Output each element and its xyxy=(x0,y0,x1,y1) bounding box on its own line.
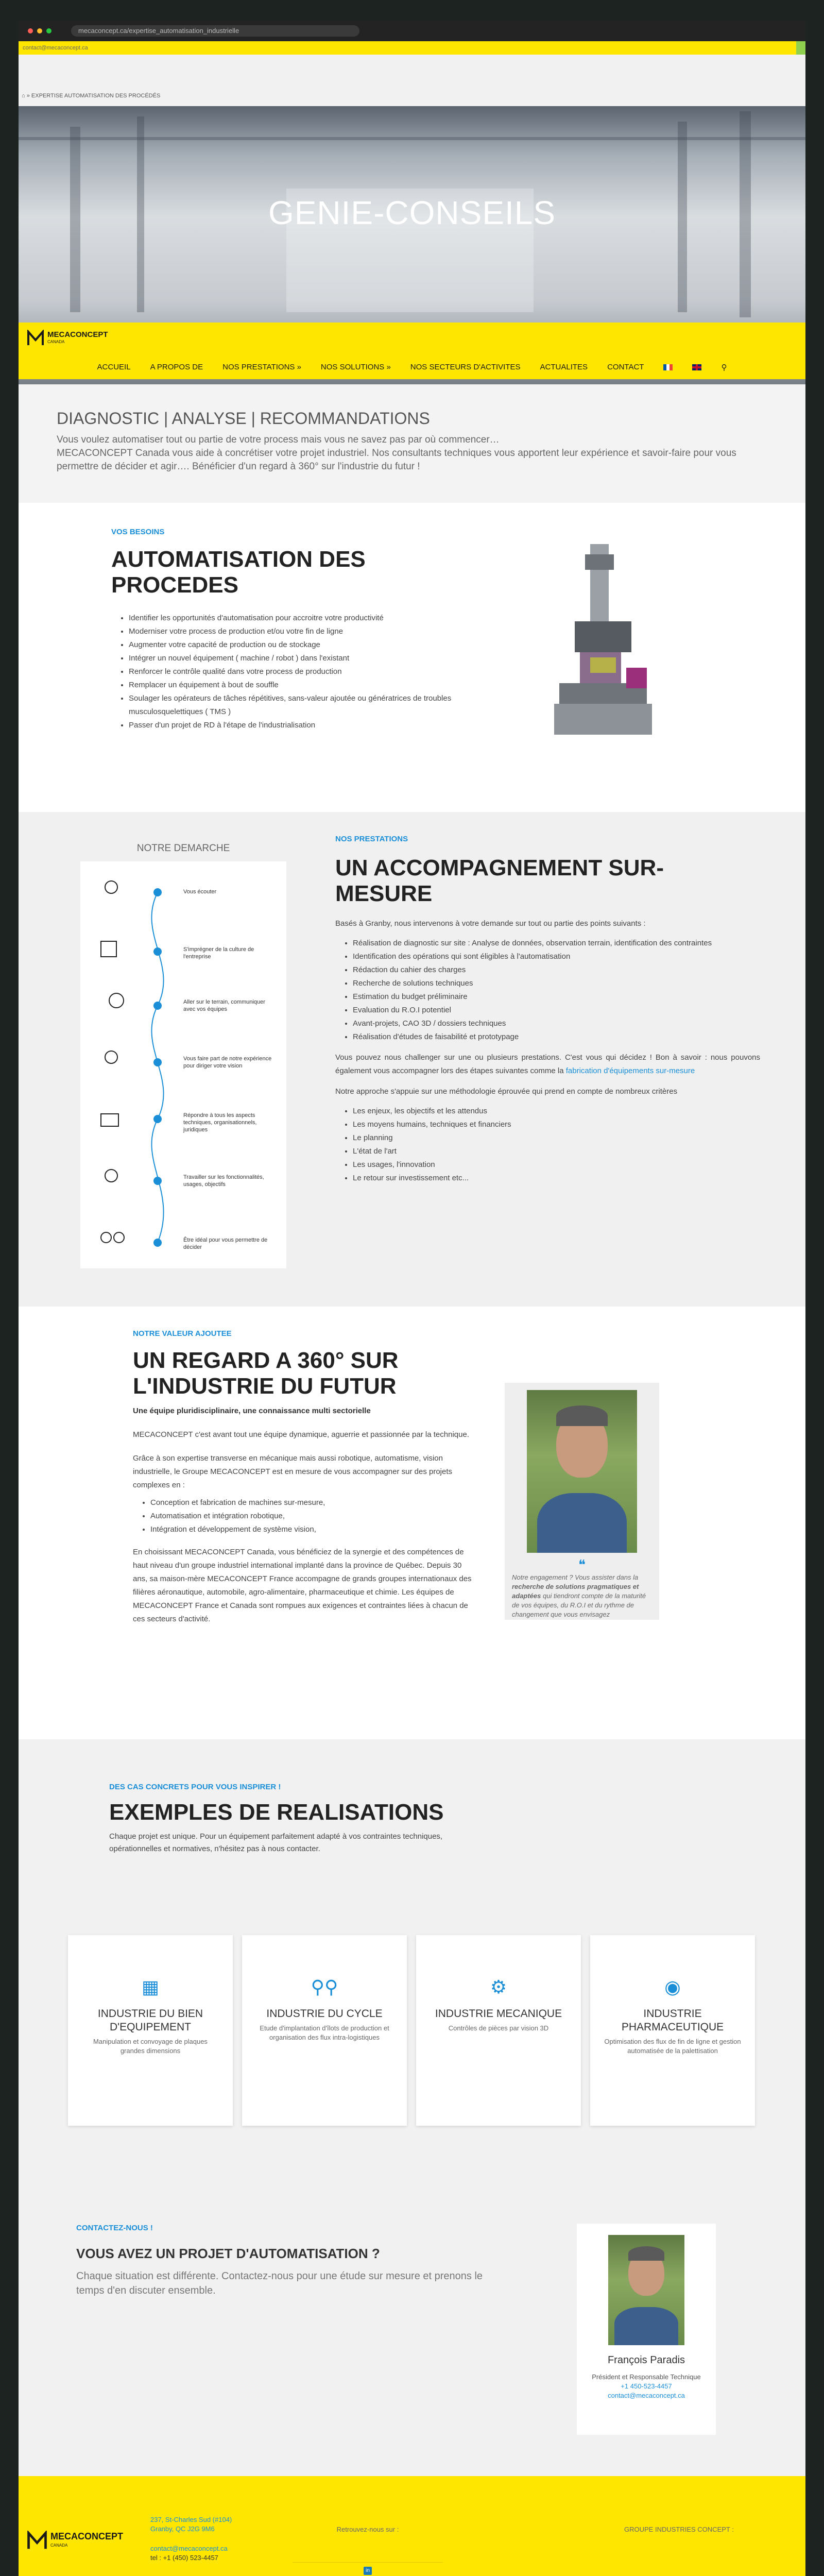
card-pharmaceutique[interactable] xyxy=(590,1935,755,2126)
contact-email-link[interactable]: contact@mecaconcept.ca xyxy=(608,2392,685,2399)
exemples-section xyxy=(19,1739,805,2167)
uk-flag-icon[interactable] xyxy=(692,364,701,370)
demarche-step: Répondre à tous les aspects techniques, organisationnels, juridiques xyxy=(183,1112,257,1133)
footer-address-line: 237, St-Charles Sud (#104) xyxy=(150,2516,232,2523)
acc-paragraph-2-text: Vous pouvez nous challenger sur une ou plusieurs prestations. C'est vous qui décidez ! Bon à savoir : nous pouvons également vous accompagner lors des étapes suivantes comme la xyxy=(335,1053,760,1075)
machine-illustration xyxy=(554,544,657,740)
contact-text: Chaque situation est différente. Contactez-nous pour une étude sur mesure et prenons le temps d'en discuter ensemble. xyxy=(76,2270,483,2296)
besoins-list xyxy=(129,612,461,732)
footer-phone: tel : +1 (450) 523-4457 xyxy=(150,2554,218,2562)
regard-paragraph-3: En choisissant MECACONCEPT Canada, vous bénéficiez de la synergie et des compétences de haut niveau d'un groupe industriel international implanté dans la province de Québec. Depuis 30 ans, sa maison-mère MECACONCEPT France accompagne de grands groupes internationaux des filières aéronautique, automobile, agro-alimentaire, pharmaceutique et chimie. Les équipes de MECACONCEPT France et Canada sont rompues aux exigences et contraintes liées à chacun de ces secteurs d'activité. xyxy=(133,1548,472,1623)
list-item: • Identifier les opportunités d'automatisation pour accroitre votre productivité xyxy=(129,612,461,625)
accompagnement-content xyxy=(335,833,760,1185)
equipment-icon: ▦ xyxy=(141,1976,159,1997)
list-item: • Evaluation du R.O.I potentiel xyxy=(353,1004,760,1017)
linkedin-icon[interactable]: in xyxy=(364,2567,372,2575)
acc-paragraph-2 xyxy=(335,1051,760,1078)
gear-icon: ⚙ xyxy=(490,1976,507,1997)
portrait-photo xyxy=(527,1390,637,1553)
nav-item-label: NOS SOLUTIONS xyxy=(320,363,385,371)
demarche-infographic xyxy=(80,861,286,1268)
site-footer xyxy=(19,2476,805,2576)
footer-address-line: Granby, QC J2G 9M6 xyxy=(150,2525,215,2533)
hero-banner xyxy=(19,106,805,384)
logo-sub: CANADA xyxy=(47,340,65,344)
exemples-kicker: DES CAS CONCRETS POUR VOUS INSPIRER ! xyxy=(109,1783,281,1791)
acc-intro: Basés à Granby, nous intervenons à votre demande sur tout ou partie des points suivants : xyxy=(335,919,646,928)
list-item: • Estimation du budget préliminaire xyxy=(353,990,760,1004)
list-item: • Moderniser votre process de production et/ou votre fin de ligne xyxy=(129,625,461,638)
card-mecanique[interactable] xyxy=(416,1935,581,2126)
list-item: • L'état de l'art xyxy=(353,1145,760,1158)
logo-name: MECACONCEPT xyxy=(47,330,108,339)
regard-subtitle: Une équipe pluridisciplinaire, une connaissance multi sectorielle xyxy=(133,1406,371,1415)
contact-content xyxy=(76,2224,540,2298)
minimize-window-dot[interactable] xyxy=(37,28,42,33)
regard-section xyxy=(19,1307,805,1739)
chevron-down-icon: » xyxy=(297,363,301,371)
exemples-text: Chaque projet est unique. Pour un équipement parfaitement adapté à vos contraintes techniques, opérationnelles et normatives, n'hésitez pas à nous contacter. xyxy=(109,1832,443,1853)
regard-kicker: NOTRE VALEUR AJOUTEE xyxy=(133,1329,232,1338)
list-item: • Réalisation de diagnostic sur site : Analyse de données, observation terrain, identification des contraintes xyxy=(353,937,760,950)
search-icon[interactable]: ⚲ xyxy=(721,363,727,372)
main-menu xyxy=(19,363,805,372)
list-item: • Renforcer le contrôle qualité dans votre process de production xyxy=(129,665,461,679)
breadcrumb-current: EXPERTISE AUTOMATISATION DES PROCÉDÉS xyxy=(31,93,161,99)
french-flag-icon[interactable] xyxy=(663,364,673,370)
diagnostic-text-1: Vous voulez automatiser tout ou partie de votre process mais vous ne savez pas par où commencer… xyxy=(57,434,500,445)
quote-emphasis: recherche de solutions pragmatiques et adaptées xyxy=(512,1583,639,1600)
chevron-down-icon: » xyxy=(386,363,391,371)
list-item: • Le retour sur investissement etc... xyxy=(353,1172,760,1185)
list-item: • Avant-projets, CAO 3D / dossiers techniques xyxy=(353,1017,760,1030)
list-item: • Les usages, l'innovation xyxy=(353,1158,760,1172)
list-item: • Recherche de solutions techniques xyxy=(353,977,760,990)
footer-group-label: GROUPE INDUSTRIES CONCEPT : xyxy=(624,2526,734,2533)
address-bar[interactable]: mecaconcept.ca/expertise_automatisation_industrielle xyxy=(71,25,359,37)
list-item: • Les enjeux, les objectifs et les attendus xyxy=(353,1105,760,1118)
footer-address xyxy=(150,2515,232,2563)
nav-item-actualites[interactable]: ACTUALITES xyxy=(540,363,588,371)
top-contact-strip xyxy=(19,41,805,55)
bicycle-icon: ⚲⚲ xyxy=(311,1976,338,1997)
regard-list xyxy=(150,1496,473,1536)
logo-name: MECACONCEPT xyxy=(50,2531,124,2541)
list-item: • Augmenter votre capacité de production ou de stockage xyxy=(129,638,461,652)
card-desc: Optimisation des flux de fin de ligne et gestion automatisée de la palettisation xyxy=(604,2038,741,2055)
contact-person-role: Président et Responsable Technique xyxy=(592,2373,701,2381)
footer-logo[interactable] xyxy=(27,2531,123,2551)
contact-title: VOUS AVEZ UN PROJET D'AUTOMATISATION ? xyxy=(76,2246,380,2261)
exemples-intro xyxy=(109,1783,490,1855)
logo-mark-icon xyxy=(27,2531,47,2551)
nav-item-solutions[interactable] xyxy=(321,363,391,372)
footer-email-link[interactable]: contact@mecaconcept.ca xyxy=(150,2545,228,2552)
list-item: • Intégrer un nouvel équipement ( machine / robot ) dans l'existant xyxy=(129,652,461,665)
quote-icon: ❝ xyxy=(578,1557,586,1572)
regard-paragraph-1: MECACONCEPT c'est avant tout une équipe dynamique, aguerrie et passionnée par la technique. xyxy=(133,1430,469,1439)
pills-icon: ◉ xyxy=(664,1976,681,1997)
besoins-title: AUTOMATISATION DES PROCEDES xyxy=(111,547,366,598)
regard-paragraph-2: Grâce à son expertise transverse en mécanique mais aussi robotique, automatisme, vision industrielle, le Groupe MECACONCEPT est en mesure de vous accompagner sur des projets complexes en : xyxy=(133,1454,453,1489)
fabrication-link[interactable]: fabrication d'équipements sur-mesure xyxy=(565,1066,695,1075)
list-item: • Identification des opérations qui sont éligibles à l'automatisation xyxy=(353,950,760,963)
list-item: • Soulager les opérateurs de tâches répétitives, sans-valeur ajoutée ou génératrices de troubles musculosquelettiques ( TMS ) xyxy=(129,692,461,719)
regard-title: UN REGARD A 360° SUR L'INDUSTRIE DU FUTUR xyxy=(133,1348,399,1399)
main-navbar xyxy=(19,323,805,379)
quote-text: qui tiendront compte de la maturité de vos équipes, du R.O.I et du rythme de changement que vous envisagez xyxy=(512,1592,646,1618)
nav-item-contact[interactable]: CONTACT xyxy=(607,363,644,371)
exemples-title: EXEMPLES DE REALISATIONS xyxy=(109,1800,444,1825)
logo-mark-icon xyxy=(27,330,44,347)
contact-person-name: François Paradis xyxy=(607,2354,685,2366)
browser-toolbar xyxy=(19,21,805,41)
contact-phone-link[interactable]: +1 450-523-4457 xyxy=(621,2382,672,2390)
list-item: • Réalisation d'études de faisabilité et prototypage xyxy=(353,1030,760,1044)
list-item: • Le planning xyxy=(353,1131,760,1145)
page xyxy=(19,21,805,2576)
demarche-title: NOTRE DEMARCHE xyxy=(136,843,230,854)
diagnostic-text-2: MECACONCEPT Canada vous aide à concrétiser votre projet industriel. Nos consultants techniques vous apportent leur expérience et savoir-faire pour vous permettre de décider et agir…. Bénéficier d'un regard à 360° sur l'industrie du futur ! xyxy=(57,448,736,472)
acc-list-2 xyxy=(353,1105,760,1185)
footer-follow-label: Retrouvez-nous sur : xyxy=(336,2526,399,2533)
top-email-link[interactable]: contact@mecaconcept.ca xyxy=(23,45,88,51)
list-item: • Intégration et développement de système vision, xyxy=(150,1523,473,1536)
regard-content xyxy=(133,1327,473,1626)
demarche-step: Travailler sur les fonctionnalités, usages, objectifs xyxy=(183,1174,264,1188)
nav-item-secteurs[interactable]: NOS SECTEURS D'ACTIVITES xyxy=(410,363,521,371)
breadcrumb: ⌂ » EXPERTISE AUTOMATISATION DES PROCÉDÉS xyxy=(22,93,161,99)
card-title: INDUSTRIE DU BIEN D'EQUIPEMENT xyxy=(97,2008,203,2033)
demarche-step: Vous écouter xyxy=(183,889,217,895)
list-item: • Automatisation et intégration robotique, xyxy=(150,1510,473,1523)
acc-paragraph-3: Notre approche s'appuie sur une méthodologie éprouvée qui prend en compte de nombreux critères xyxy=(335,1087,678,1096)
nav-item-accueil[interactable]: ACCUEIL xyxy=(97,363,131,371)
besoins-section xyxy=(19,503,805,812)
besoins-kicker: VOS BESOINS xyxy=(111,528,165,536)
diagnostic-title: DIAGNOSTIC | ANALYSE | RECOMMANDATIONS xyxy=(57,409,430,428)
contact-portrait-photo xyxy=(608,2235,684,2345)
diagnostic-section xyxy=(19,384,805,503)
demarche-panel xyxy=(75,843,291,1296)
close-window-dot[interactable] xyxy=(28,28,33,33)
acc-list xyxy=(353,937,760,1044)
site-logo[interactable] xyxy=(27,330,108,347)
demarche-step: Aller sur le terrain, communiquer avec vos équipes xyxy=(183,999,265,1012)
contact-section xyxy=(19,2167,805,2476)
nav-item-label: NOS PRESTATIONS xyxy=(222,363,295,371)
nav-item-a-propos[interactable]: A PROPOS DE xyxy=(150,363,203,371)
card-title: INDUSTRIE MECANIQUE xyxy=(435,2008,562,2020)
list-item: • Remplacer un équipement à bout de souffle xyxy=(129,679,461,692)
card-desc: Etude d'implantation d'îlots de production et organisation des flux intra-logistiques xyxy=(260,2024,389,2041)
card-title: INDUSTRIE PHARMACEUTIQUE xyxy=(621,2008,724,2033)
portrait-quote xyxy=(512,1573,652,1619)
demarche-step: Vous faire part de notre expérience pour diriger votre vision xyxy=(183,1056,272,1069)
top-corner-badge xyxy=(796,41,805,55)
list-item: • Les moyens humains, techniques et financiers xyxy=(353,1118,760,1131)
exemples-cards xyxy=(68,1935,755,2126)
list-item: • Passer d'un projet de RD à l'étape de l'industrialisation xyxy=(129,719,461,732)
list-item: • Rédaction du cahier des charges xyxy=(353,963,760,977)
nav-item-prestations[interactable] xyxy=(222,363,301,372)
quote-text: Notre engagement ? Vous assister dans la xyxy=(512,1573,639,1581)
card-desc: Manipulation et convoyage de plaques grandes dimensions xyxy=(93,2038,208,2055)
home-icon[interactable]: ⌂ xyxy=(22,93,25,99)
contact-person-card xyxy=(577,2224,716,2435)
accompagnement-section xyxy=(19,812,805,1307)
card-bien-equipement[interactable] xyxy=(68,1935,233,2126)
maximize-window-dot[interactable] xyxy=(46,28,52,33)
card-title: INDUSTRIE DU CYCLE xyxy=(266,2008,383,2020)
demarche-step: Être idéal pour vous permettre de décider xyxy=(183,1237,268,1250)
acc-title: UN ACCOMPAGNEMENT SUR-MESURE xyxy=(335,855,664,906)
demarche-step: S'imprégner de la culture de l'entreprise xyxy=(183,946,254,960)
contact-kicker: CONTACTEZ-NOUS ! xyxy=(76,2224,153,2232)
card-desc: Contrôles de pièces par vision 3D xyxy=(448,2024,549,2032)
footer-follow xyxy=(293,2526,443,2575)
hero-title: GENIE-CONSEILS xyxy=(268,194,556,231)
list-item: • Conception et fabrication de machines sur-mesure, xyxy=(150,1496,473,1510)
card-cycle[interactable] xyxy=(242,1935,407,2126)
portrait-quote-card xyxy=(505,1383,659,1620)
acc-kicker: NOS PRESTATIONS xyxy=(335,835,408,843)
logo-sub: CANADA xyxy=(50,2543,68,2548)
